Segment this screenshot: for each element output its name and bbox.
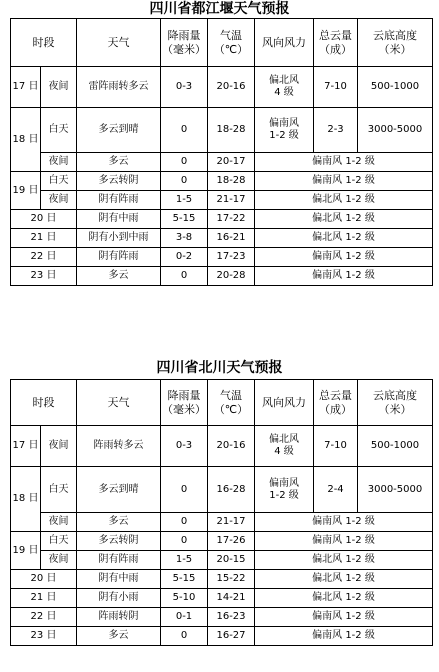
header-cloud-line2: （成）	[319, 42, 352, 56]
weather-cell: 多云到晴	[77, 467, 161, 513]
table-row	[11, 108, 433, 153]
day-cell: 21 日	[11, 229, 77, 248]
rain-cell: 0	[161, 467, 208, 513]
rain-cell: 0	[161, 532, 208, 551]
header-weather: 天气	[77, 19, 161, 67]
wind-cell: 偏南风 1-2 级	[255, 513, 433, 532]
cloud-base-cell: 3000-5000	[358, 467, 433, 513]
rain-cell: 0	[161, 153, 208, 172]
temp-cell: 17-23	[208, 248, 255, 267]
day-cell: 23 日	[11, 267, 77, 286]
day-cell: 17 日	[11, 67, 41, 108]
day-cell: 20 日	[11, 210, 77, 229]
header-weather: 天气	[77, 380, 161, 426]
period-cell: 白天	[41, 172, 77, 191]
rain-cell: 0-1	[161, 608, 208, 627]
temp-cell: 17-26	[208, 532, 255, 551]
wind-force: 4 级	[274, 87, 294, 98]
wind-cell: 偏南风 1-2 级	[255, 248, 433, 267]
rain-cell: 3-8	[161, 229, 208, 248]
header-rain	[161, 19, 208, 67]
period-cell: 夜间	[41, 551, 77, 570]
cloud-cell: 7-10	[314, 426, 358, 467]
table-row	[11, 191, 433, 210]
rain-cell: 1-5	[161, 551, 208, 570]
rain-cell: 1-5	[161, 191, 208, 210]
table-row	[11, 513, 433, 532]
cloud-base-cell: 500-1000	[358, 426, 433, 467]
rain-cell: 0-3	[161, 426, 208, 467]
temp-cell: 16-21	[208, 229, 255, 248]
table-row	[11, 248, 433, 267]
weather-cell: 阵雨转阴	[77, 608, 161, 627]
weather-cell: 多云转阴	[77, 532, 161, 551]
temp-cell: 16-28	[208, 467, 255, 513]
weather-cell: 多云	[77, 513, 161, 532]
day-cell: 22 日	[11, 248, 77, 267]
table-row	[11, 172, 433, 191]
period-cell: 夜间	[41, 426, 77, 467]
header-cloud	[314, 19, 358, 67]
wind-cell	[255, 467, 314, 513]
table-row	[11, 532, 433, 551]
wind-cell	[255, 108, 314, 153]
table-row	[11, 467, 433, 513]
temp-cell: 21-17	[208, 513, 255, 532]
temp-cell: 14-21	[208, 589, 255, 608]
cloud-cell: 2-3	[314, 108, 358, 153]
wind-cell: 偏南风 1-2 级	[255, 532, 433, 551]
wind-direction: 偏北风	[269, 75, 299, 86]
header-temp-line1: 气温	[220, 28, 242, 42]
table-row	[11, 570, 433, 589]
wind-cell: 偏南风 1-2 级	[255, 267, 433, 286]
header-rain-line2: （毫米）	[162, 42, 206, 56]
header-cloud	[314, 380, 358, 426]
wind-cell: 偏南风 1-2 级	[255, 172, 433, 191]
rain-cell: 0	[161, 108, 208, 153]
forecast-title-beichuan: 四川省北川天气预报	[156, 360, 283, 376]
wind-cell: 偏北风 1-2 级	[255, 551, 433, 570]
period-cell: 夜间	[41, 513, 77, 532]
table-row	[11, 551, 433, 570]
day-cell: 22 日	[11, 608, 77, 627]
header-base-line1: 云底高度	[373, 388, 417, 402]
period-cell: 白天	[41, 467, 77, 513]
header-cloud-line1: 总云量	[319, 28, 352, 42]
weather-cell: 阴有中雨	[77, 210, 161, 229]
header-cloud-line1: 总云量	[319, 388, 352, 402]
wind-direction: 偏南风	[269, 118, 299, 129]
header-cloud-line2: （成）	[319, 402, 352, 416]
temp-cell: 17-22	[208, 210, 255, 229]
header-temp-line1: 气温	[220, 388, 242, 402]
header-cloud-base	[358, 380, 433, 426]
temp-cell: 20-16	[208, 67, 255, 108]
period-cell: 夜间	[41, 67, 77, 108]
day-cell: 21 日	[11, 589, 77, 608]
weather-cell: 阵雨转多云	[77, 426, 161, 467]
temp-cell: 20-28	[208, 267, 255, 286]
temp-cell: 20-16	[208, 426, 255, 467]
cloud-base-cell: 3000-5000	[358, 108, 433, 153]
weather-cell: 阴有阵雨	[77, 191, 161, 210]
header-base-line1: 云底高度	[373, 28, 417, 42]
weather-cell: 阴有阵雨	[77, 551, 161, 570]
weather-cell: 阴有中雨	[77, 570, 161, 589]
period-cell: 白天	[41, 108, 77, 153]
table-row	[11, 589, 433, 608]
header-base-line2: （米）	[378, 42, 412, 56]
header-row	[11, 19, 433, 67]
table-row	[11, 210, 433, 229]
wind-direction: 偏南风	[269, 477, 299, 489]
header-temp-line2: （℃）	[213, 402, 249, 416]
header-temp-line2: （℃）	[213, 42, 249, 56]
wind-direction: 偏北风	[269, 434, 299, 445]
header-base-line2: （米）	[378, 402, 412, 416]
weather-cell: 阴有小雨	[77, 589, 161, 608]
table-row	[11, 67, 433, 108]
wind-cell: 偏南风 1-2 级	[255, 627, 433, 646]
period-cell: 夜间	[41, 191, 77, 210]
rain-cell: 0	[161, 267, 208, 286]
forecast-table-beichuan	[10, 379, 433, 646]
wind-cell	[255, 67, 314, 108]
day-cell: 17 日	[11, 426, 41, 467]
weather-cell: 多云	[77, 153, 161, 172]
weather-cell: 雷阵雨转多云	[77, 67, 161, 108]
period-cell: 夜间	[41, 153, 77, 172]
temp-cell: 15-22	[208, 570, 255, 589]
forecast-table-dujiangyan	[10, 18, 433, 286]
table-row	[11, 229, 433, 248]
table-row	[11, 608, 433, 627]
wind-cell: 偏北风 1-2 级	[255, 570, 433, 589]
temp-cell: 20-17	[208, 153, 255, 172]
table-row	[11, 153, 433, 172]
cloud-cell: 2-4	[314, 467, 358, 513]
header-period: 时段	[11, 19, 77, 67]
day-cell: 20 日	[11, 570, 77, 589]
temp-cell: 21-17	[208, 191, 255, 210]
table-row	[11, 426, 433, 467]
header-wind: 风向风力	[255, 19, 314, 67]
header-rain-line1: 降雨量	[167, 28, 201, 42]
wind-cell: 偏南风 1-2 级	[255, 608, 433, 627]
rain-cell: 0	[161, 172, 208, 191]
header-wind: 风向风力	[255, 380, 314, 426]
weather-cell: 阴有阵雨	[77, 248, 161, 267]
wind-cell: 偏北风 1-2 级	[255, 589, 433, 608]
temp-cell: 18-28	[208, 172, 255, 191]
wind-cell: 偏北风 1-2 级	[255, 229, 433, 248]
wind-force: 4 级	[274, 446, 294, 457]
weather-cell: 多云	[77, 627, 161, 646]
temp-cell: 16-23	[208, 608, 255, 627]
forecast-title-dujiangyan: 四川省都江堰天气预报	[149, 1, 290, 17]
cloud-base-cell: 500-1000	[358, 67, 433, 108]
rain-cell: 5-15	[161, 570, 208, 589]
cloud-cell: 7-10	[314, 67, 358, 108]
weather-cell: 阴有小到中雨	[77, 229, 161, 248]
wind-force: 1-2 级	[269, 130, 299, 141]
wind-cell: 偏南风 1-2 级	[255, 153, 433, 172]
header-rain	[161, 380, 208, 426]
period-cell: 白天	[41, 532, 77, 551]
temp-cell: 20-15	[208, 551, 255, 570]
rain-cell: 0	[161, 627, 208, 646]
day-cell: 19 日	[11, 532, 41, 570]
day-cell: 18 日	[11, 108, 41, 172]
header-rain-line2: （毫米）	[162, 402, 206, 416]
header-rain-line1: 降雨量	[167, 388, 201, 402]
weather-cell: 多云	[77, 267, 161, 286]
day-cell: 19 日	[11, 172, 41, 210]
header-row	[11, 380, 433, 426]
day-cell: 18 日	[11, 467, 41, 532]
temp-cell: 18-28	[208, 108, 255, 153]
header-temp	[208, 380, 255, 426]
rain-cell: 0	[161, 513, 208, 532]
header-cloud-base	[358, 19, 433, 67]
wind-force: 1-2 级	[269, 489, 299, 501]
header-temp	[208, 19, 255, 67]
table-row	[11, 267, 433, 286]
temp-cell: 16-27	[208, 627, 255, 646]
day-cell: 23 日	[11, 627, 77, 646]
wind-cell: 偏北风 1-2 级	[255, 210, 433, 229]
wind-cell: 偏北风 1-2 级	[255, 191, 433, 210]
weather-cell: 多云转阴	[77, 172, 161, 191]
header-period: 时段	[11, 380, 77, 426]
rain-cell: 0-3	[161, 67, 208, 108]
rain-cell: 5-15	[161, 210, 208, 229]
rain-cell: 0-2	[161, 248, 208, 267]
wind-cell	[255, 426, 314, 467]
table-row	[11, 627, 433, 646]
rain-cell: 5-10	[161, 589, 208, 608]
weather-cell: 多云到晴	[77, 108, 161, 153]
